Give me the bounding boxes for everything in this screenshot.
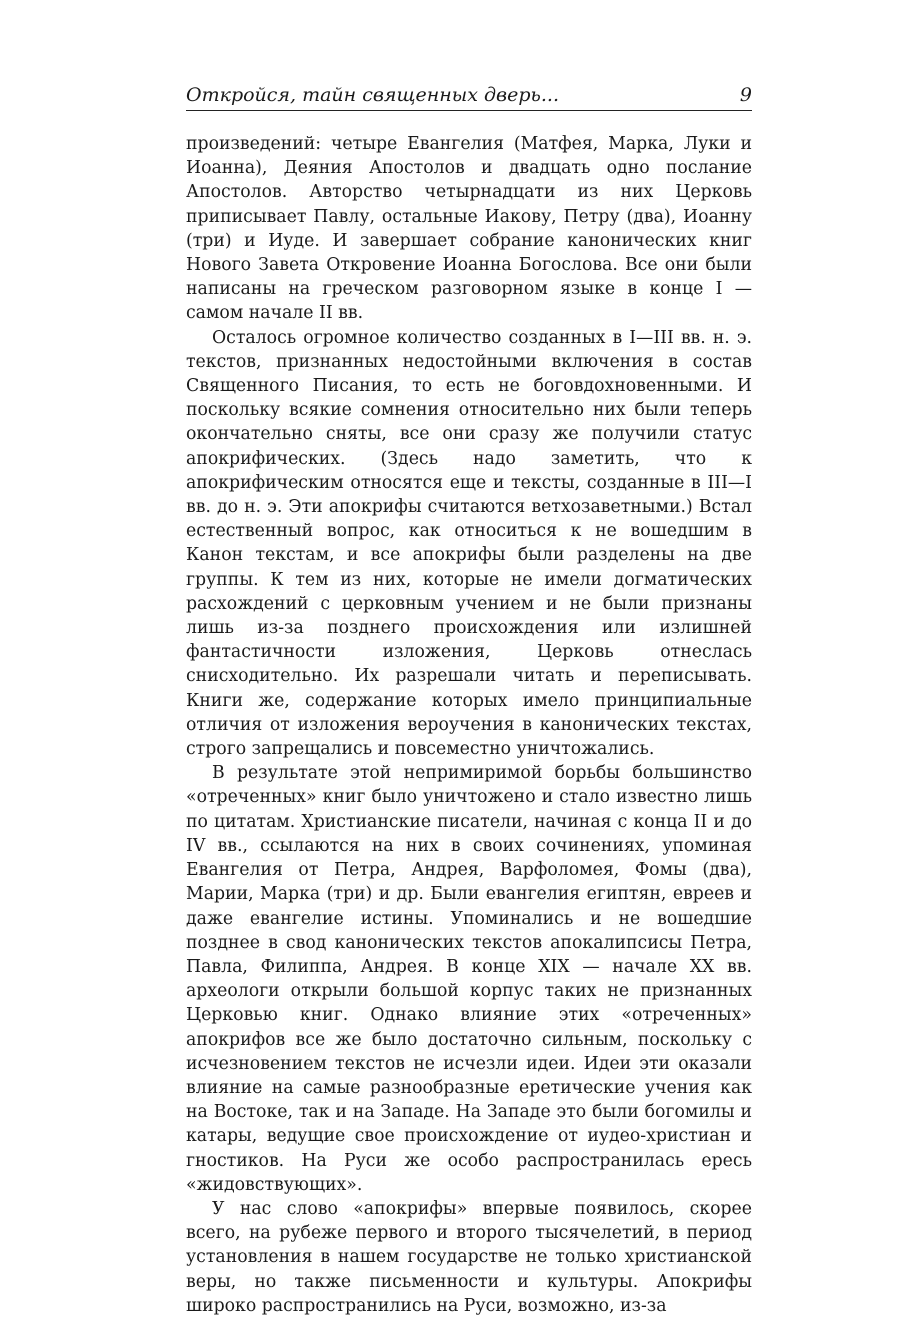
- paragraph: В результате этой непримиримой борьбы большинство «отреченных» книг было уничтожено и стало известно лишь по цитатам. Христианские писатели, начиная с конца II и до IV вв., ссылаются на них в своих сочинениях, упоминая Евангелия от Петра, Андрея, Варфоломея, Фомы (два), Марии, Марка (три) и др. Были евангелия египтян, евреев и даже евангелие истины. Упоминались и не вошедшие позднее в свод канонических текстов апокалипсисы Петра, Павла, Филиппа, Андрея. В конце XIX — начале XX вв. археологи открыли большой корпус таких не признанных Церковью книг. Однако влияние этих «отреченных» апокрифов все же было достаточно сильным, поскольку с исчезновением текстов не исчезли идеи. Идеи эти оказали влияние на самые разнообразные еретические учения как на Востоке, так и на Западе. На Западе это были богомилы и катары, ведущие свое происхождение от иудео-христиан и гностиков. На Руси же особо распространилась ересь «жидовствующих».: [186, 763, 752, 1195]
- page-number: 9: [739, 84, 752, 106]
- running-title: Откройся, тайн священных дверь...: [186, 84, 559, 106]
- running-header: [186, 84, 752, 111]
- paragraph-continued: произведений: четыре Евангелия (Матфея, Марка, Луки и Иоанна), Деяния Апостолов и двадцать одно послание Апостолов. Авторство четырнадцати из них Церковь приписывает Павлу, остальные Иакову, Петру (два), Иоанну (три) и Иуде. И завершает собрание канонических книг Нового Завета Откровение Иоанна Богослова. Все они были написаны на греческом разговорном языке в конце I — самом начале II вв.: [186, 134, 752, 324]
- paragraph: У нас слово «апокрифы» впервые появилось, скорее всего, на рубеже первого и второго тысячелетий, в период установления в нашем государстве не только христианской веры, но также письменности и культуры. Апокрифы широко распространились на Руси, возможно, из-за: [186, 1198, 752, 1316]
- paragraph: Осталось огромное количество созданных в I—III вв. н. э. текстов, признанных недостойными включения в состав Священного Писания, то есть не боговдохновенными. И поскольку всякие сомнения относительно них были теперь окончательно сняты, все они сразу же получили статус апокрифических. (Здесь надо заметить, что к апокрифическим относятся еще и тексты, созданные в III—I вв. до н. э. Эти апокрифы считаются ветхозаветными.) Встал естественный вопрос, как относиться к не вошедшим в Канон текстам, и все апокрифы были разделены на две группы. К тем из них, которые не имели догматических расхождений с церковным учением и не были признаны лишь из-за позднего происхождения или излишней фантастичности изложения, Церковь отнеслась снисходительно. Их разрешали читать и переписывать. Книги же, содержание которых имело принципиальные отличия от изложения вероучения в канонических текстах, строго запрещались и повсеместно уничтожались.: [186, 327, 752, 760]
- body-text: [186, 132, 752, 1318]
